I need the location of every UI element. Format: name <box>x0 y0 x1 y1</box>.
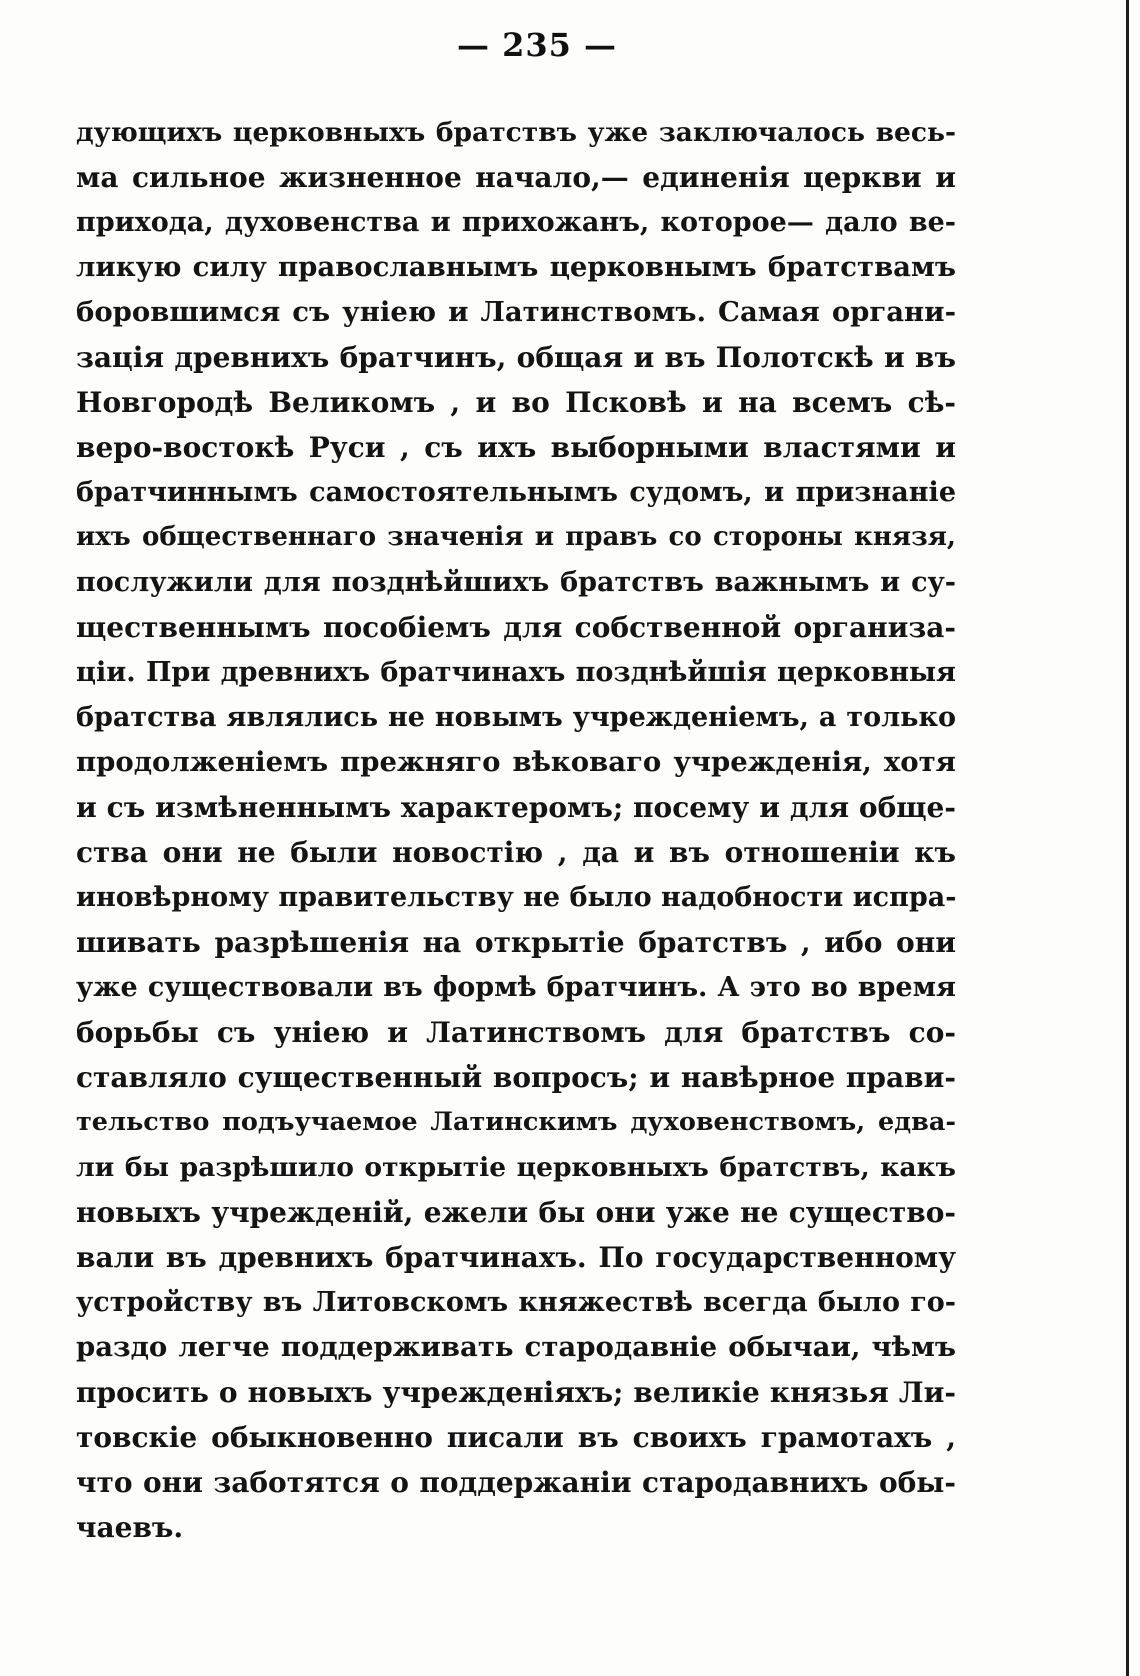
text-line: зація древнихъ братчинъ, общая и въ Полотскѣ и въ <box>76 341 956 374</box>
text-line: щественнымъ пособіемъ для собственной организа- <box>76 611 956 644</box>
text-line: ставляло существенный вопросъ; и навѣрное прави- <box>76 1061 956 1094</box>
text-line: прихода, духовенства и прихожанъ, которое— дало ве- <box>76 207 956 238</box>
page-number: — 235 — <box>456 26 618 64</box>
text-line: иновѣрному правительству не было надобности испра- <box>76 882 957 913</box>
text-line: Новгородѣ Великомъ , и во Псковѣ и на всемъ сѣ- <box>76 386 956 419</box>
text-line: ціи. При древнихъ братчинахъ позднѣйшія церковныя <box>76 657 956 688</box>
body-text <box>76 110 956 1550</box>
text-line: и съ измѣненнымъ характеромъ; посему и для обще- <box>76 791 956 824</box>
text-line: братства являлись не новымъ учрежденіемъ, а только <box>76 702 956 733</box>
text-line: уже существовали въ формѣ братчинъ. А это во время <box>76 972 956 1003</box>
text-line: шивать разрѣшенія на открытіе братствъ , ибо они <box>76 926 956 959</box>
page-edge-line <box>1126 0 1129 1676</box>
text-line: раздо легче поддерживать стародавніе обычаи, чѣмъ <box>76 1331 956 1363</box>
text-line: продолженіемъ прежняго вѣковаго учрежденія, хотя <box>76 746 956 778</box>
text-line: тельство подъучаемое Латинскимъ духовенствомъ, едва- <box>76 1107 956 1137</box>
text-line: товскіе обыкновенно писали въ своихъ грамотахъ , <box>76 1421 956 1454</box>
text-line: боровшимся съ уніею и Латинствомъ. Самая органи- <box>76 296 956 328</box>
text-line: что они заботятся о поддержаніи стародавнихъ обы- <box>76 1466 956 1499</box>
text-line: веро-востокѣ Руси , съ ихъ выборными властями и <box>76 431 956 464</box>
text-line: вали въ древнихъ братчинахъ. По государственному <box>76 1241 956 1274</box>
text-line: братчиннымъ самостоятельнымъ судомъ, и признаніе <box>76 477 956 508</box>
text-line: ства они не были новостію , да и въ отношеніи къ <box>76 836 956 869</box>
text-line: ли бы разрѣшило открытіе церковныхъ братствъ, какъ <box>76 1152 956 1183</box>
text-line-last: чаевъ. <box>76 1511 184 1544</box>
text-line: послужили для позднѣйшихъ братствъ важнымъ и су- <box>76 567 956 598</box>
text-line: ликую силу православнымъ церковнымъ братствамъ <box>76 251 956 283</box>
text-line: ма сильное жизненное начало,— единенія церкви и <box>76 161 956 194</box>
text-line: борьбы съ уніею и Латинствомъ для братствъ со- <box>76 1016 956 1049</box>
text-line: устройству въ Литовскомъ княжествѣ всегда было го- <box>76 1287 956 1318</box>
text-line: просить о новыхъ учрежденіяхъ; великіе князья Ли- <box>76 1376 956 1409</box>
text-line: ихъ общественнаго значенія и правъ со стороны князя, <box>76 522 956 552</box>
text-line: дующихъ церковныхъ братствъ уже заключалось весь- <box>76 117 956 148</box>
text-line: новыхъ учрежденій, ежели бы они уже не существо- <box>76 1196 956 1229</box>
